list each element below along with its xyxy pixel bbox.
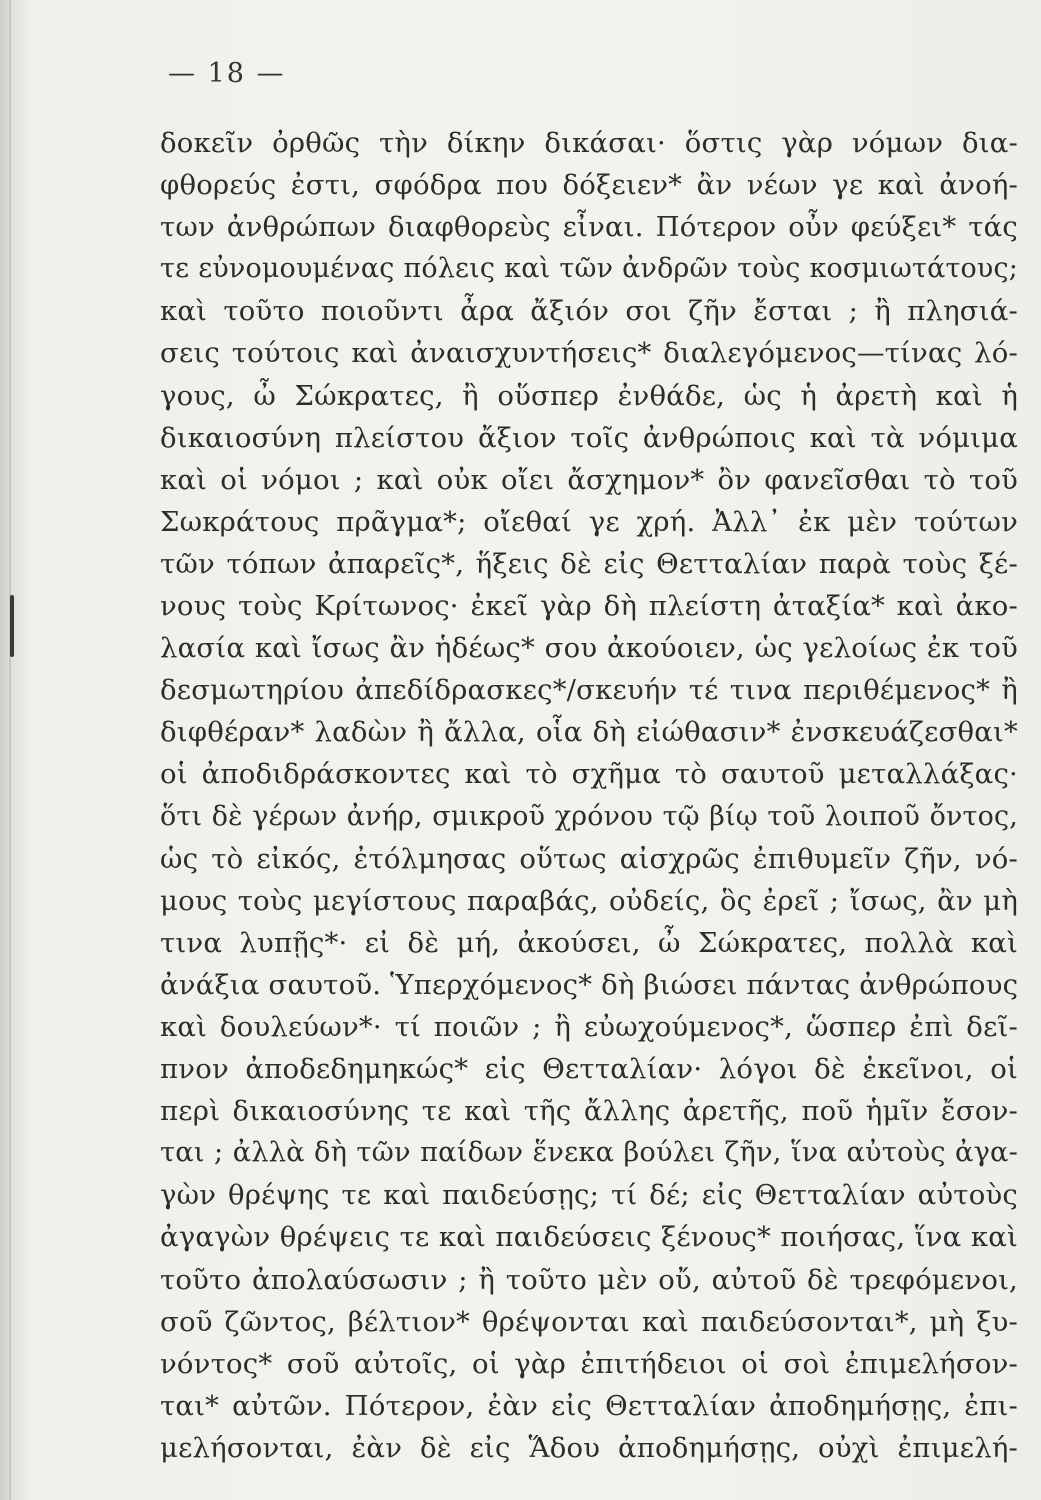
spine-edge-line xyxy=(9,0,11,1500)
text-line: καὶ τοῦτο ποιοῦντι ἆρα ἄξιόν σοι ζῆν ἔσται ; ἢ πλησιά- xyxy=(160,295,1018,328)
text-line: των ἀνθρώπων διαφθορεὺς εἶναι. Πότερον οὖν φεύξει* τάς xyxy=(160,211,1018,244)
text-line: ὡς τὸ εἰκός, ἐτόλμησας οὕτως αἰσχρῶς ἐπιθυμεῖν ζῆν, νό- xyxy=(160,842,1018,875)
text-line: πνον ἀποδεδημηκώς* εἰς Θετταλίαν· λόγοι δὲ ἐκεῖνοι, οἱ xyxy=(160,1053,1018,1086)
text-line: σοῦ ζῶντος, βέλτιον* θρέψονται καὶ παιδεύσονται*, μὴ ξυ- xyxy=(160,1305,1018,1338)
text-line: Σωκράτους πρᾶγμα*; οἴεθαί γε χρή. Ἀλλ᾽ ἐκ μὲν τούτων xyxy=(160,505,1018,538)
text-line: νόντος* σοῦ αὐτοῖς, οἱ γὰρ ἐπιτήδειοι οἱ σοὶ ἐπιμελήσον- xyxy=(160,1347,1018,1380)
text-line: ται ; ἀλλὰ δὴ τῶν παίδων ἕνεκα βούλει ζῆν, ἵνα αὐτοὺς ἀγα- xyxy=(160,1137,1018,1169)
text-line: τινα λυπῇς*· εἰ δὲ μή, ἀκούσει, ὦ Σώκρατες, πολλὰ καὶ xyxy=(160,926,1018,959)
text-line: λασία καὶ ἴσως ἂν ἡδέως* σου ἀκούοιεν, ὡς γελοίως ἐκ τοῦ xyxy=(160,632,1018,665)
text-line: ἀνάξια σαυτοῦ. Ὑπερχόμενος* δὴ βιώσει πάντας ἀνθρώπους xyxy=(160,968,1019,1001)
text-line: τῶν τόπων ἀπαρεῖς*, ἥξεις δὲ εἰς Θετταλίαν παρὰ τοὺς ξέ- xyxy=(160,547,1018,580)
text-line: οἱ ἀποδιδράσκοντες καὶ τὸ σχῆμα τὸ σαυτοῦ μεταλλάξας· xyxy=(160,758,1018,791)
text-line: διφθέραν* λαδὼν ἢ ἄλλα, οἷα δὴ εἰώθασιν* ἐνσκευάζεσθαι* xyxy=(160,716,1018,749)
text-line: ἀγαγὼν θρέψεις τε καὶ παιδεύσεις ξένους* ποιήσας, ἵνα καὶ xyxy=(160,1221,1018,1254)
text-line: ται* αὐτῶν. Πότερον, ἐὰν εἰς Θετταλίαν ἀποδημήσῃς, ἐπι- xyxy=(160,1389,1018,1422)
page-number: — 18 — xyxy=(168,58,286,89)
text-line: γὼν θρέψης τε καὶ παιδεύσῃς; τί δέ; εἰς Θετταλίαν αὐτοὺς xyxy=(160,1179,1018,1212)
spine-shadow xyxy=(0,0,26,1500)
binding-mark xyxy=(10,595,14,657)
text-line: γους, ὦ Σώκρατες, ἢ οὕσπερ ἐνθάδε, ὡς ἡ ἀρετὴ καὶ ἡ xyxy=(160,379,1018,412)
text-line: δοκεῖν ὀρθῶς τὴν δίκην δικάσαι· ὅστις γὰρ νόμων δια- xyxy=(160,127,1018,159)
text-line: σεις τούτοις καὶ ἀναισχυντήσεις* διαλεγόμενος—τίνας λό- xyxy=(160,337,1018,370)
text-line: καὶ δουλεύων*· τί ποιῶν ; ἢ εὐωχούμενος*, ὥσπερ ἐπὶ δεῖ- xyxy=(160,1010,1018,1043)
text-line: δικαιοσύνη πλείστου ἄξιον τοῖς ἀνθρώποις καὶ τὰ νόμιμα xyxy=(160,421,1018,454)
text-line: νους τοὺς Κρίτωνος· ἐκεῖ γὰρ δὴ πλείστη ἀταξία* καὶ ἀκο- xyxy=(160,590,1018,623)
text-line: φθορεύς ἐστι, σφόδρα που δόξειεν* ἂν νέων γε καὶ ἀνοή- xyxy=(160,169,1018,202)
text-line: περὶ δικαιοσύνης τε καὶ τῆς ἄλλης ἀρετῆς, ποῦ ἡμῖν ἔσον- xyxy=(160,1095,1018,1128)
text-line: τε εὐνομουμένας πόλεις καὶ τῶν ἀνδρῶν τοὺς κοσμιωτάτους; xyxy=(160,253,1018,285)
text-line: καὶ οἱ νόμοι ; καὶ οὐκ οἴει ἄσχημον* ὂν φανεῖσθαι τὸ τοῦ xyxy=(160,463,1018,496)
text-line: μους τοὺς μεγίστους παραβάς, οὐδείς, ὃς ἐρεῖ ; ἴσως, ἂν μὴ xyxy=(160,884,1018,917)
body-text xyxy=(160,122,1018,1469)
text-line: μελήσονται, ἐὰν δὲ εἰς Ἅδου ἀποδημήσῃς, οὐχὶ ἐπιμελή- xyxy=(160,1431,1018,1464)
text-line: τοῦτο ἀπολαύσωσιν ; ἢ τοῦτο μὲν οὔ, αὐτοῦ δὲ τρεφόμενοι, xyxy=(160,1263,1018,1296)
text-line: ὅτι δὲ γέρων ἀνήρ, σμικροῦ χρόνου τῷ βίῳ τοῦ λοιποῦ ὄντος, xyxy=(160,800,1018,832)
text-line: δεσμωτηρίου ἀπεδίδρασκες*/σκευήν τέ τινα περιθέμενος* ἢ xyxy=(160,674,1018,707)
